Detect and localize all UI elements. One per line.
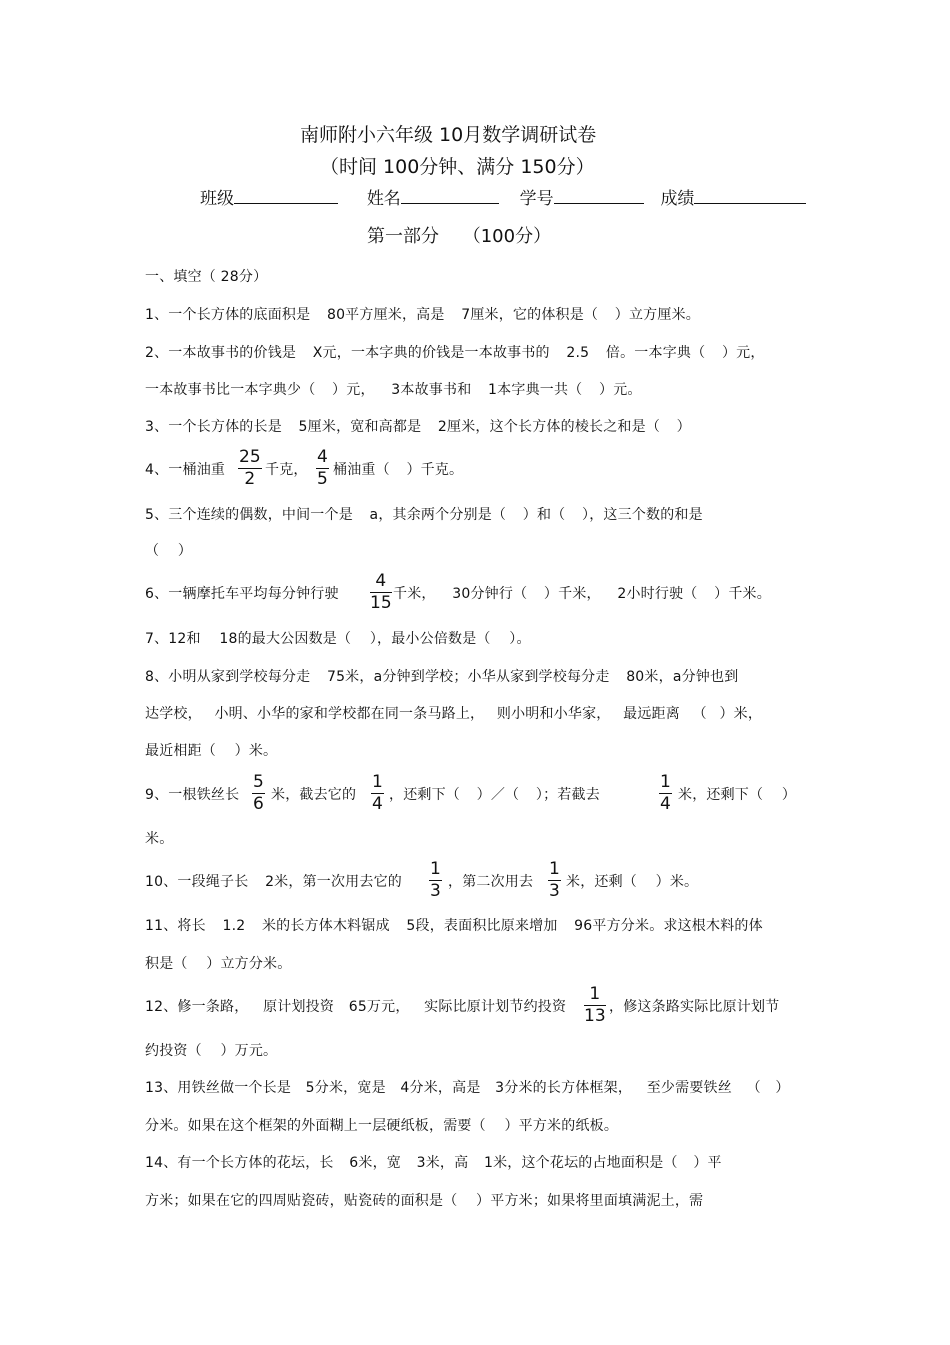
fraction-4-over-15	[370, 573, 392, 612]
fraction-25-over-2	[238, 449, 262, 488]
question-4-text-b: 千克，	[265, 462, 308, 478]
class-label: 班级	[200, 189, 234, 209]
fraction-1-over-4	[371, 774, 384, 813]
question-5-line-2: （ ）	[145, 543, 193, 559]
name-label: 姓名	[366, 189, 401, 209]
question-2-line-2: 一本故事书比一本字典少（ ）元， 3本故事书和 1本字典一共（ ）元。	[145, 382, 642, 398]
number-label: 学号	[519, 189, 554, 209]
fraction-denominator: 13	[584, 1006, 606, 1026]
fraction-denominator: 3	[430, 881, 441, 901]
fraction-1-over-3	[429, 861, 442, 900]
question-12-text-c: 约投资（ ）万元。	[145, 1043, 278, 1059]
exam-subtitle: （时间 100分钟、满分 150分）	[320, 156, 595, 178]
question-7: 7、12和 18的最大公因数是（ ），最小公倍数是（ ）。	[145, 631, 531, 647]
section-fill-in: 一、填空（ 28分）	[145, 269, 268, 285]
question-6-text-a: 6、一辆摩托车平均每分钟行驶	[145, 586, 339, 602]
fraction-numerator: 5	[253, 772, 264, 792]
fraction-denominator: 6	[253, 794, 264, 814]
number-blank	[554, 187, 644, 204]
question-8-line-3: 最近相距（ ）米。	[145, 743, 278, 759]
question-2-line-1: 2、一本故事书的价钱是 X元，一本字典的价钱是一本故事书的 2.5 倍。一本字典（ ）元，	[145, 345, 765, 361]
fraction-numerator: 1	[589, 984, 601, 1004]
fraction-denominator: 4	[372, 794, 383, 814]
fraction-numerator: 25	[239, 447, 261, 467]
question-9-text-d: 米，还剩下（ ）	[678, 787, 797, 803]
fraction-numerator: 4	[317, 447, 328, 467]
question-4-text-c: 桶油重（ ）千克。	[333, 462, 464, 478]
question-14-line-1: 14、有一个长方体的花坛，长 6米，宽 3米，高 1米，这个花坛的占地面积是（ ）平	[145, 1155, 722, 1171]
fraction-1-over-4-b	[659, 774, 672, 813]
fraction-denominator: 5	[317, 469, 328, 489]
fraction-denominator: 15	[370, 593, 392, 613]
class-blank	[234, 187, 338, 204]
question-10-text-a: 10、一段绳子长 2米，第一次用去它的	[145, 874, 402, 890]
question-11-line-1: 11、将长 1.2 米的长方体木料锯成 5段，表面积比原来增加 96平方分米。求这根木料的体	[145, 918, 763, 934]
question-9-text-e: 米。	[145, 831, 174, 847]
question-5-line-1: 5、三个连续的偶数，中间一个是 a，其余两个分别是（ ）和（ ），这三个数的和是	[145, 507, 703, 523]
score-blank	[694, 187, 806, 204]
info-row	[200, 184, 806, 209]
fraction-numerator: 1	[660, 772, 671, 792]
fraction-numerator: 1	[430, 859, 441, 879]
fraction-numerator: 1	[372, 772, 383, 792]
fraction-5-over-6	[252, 774, 265, 813]
fraction-denominator: 2	[244, 469, 256, 489]
fraction-4-over-5	[316, 449, 329, 488]
fraction-numerator: 1	[549, 859, 560, 879]
part-one-heading: 第一部分 （100分）	[367, 226, 552, 247]
question-11-line-2: 积是（ ）立方分米。	[145, 956, 292, 972]
question-1: 1、一个长方体的底面积是 80平方厘米，高是 7厘米，它的体积是（ ）立方厘米。	[145, 307, 700, 323]
question-9-text-c: ，还剩下（ ）／（ ）；若截去	[389, 787, 600, 803]
question-8-line-2: 达学校， 小明、小华的家和学校都在同一条马路上， 则小明和小华家， 最远距离 （ ）米，	[145, 706, 763, 722]
score-label: 成绩	[660, 189, 695, 209]
question-13-line-1: 13、用铁丝做一个长是 5分米，宽是 4分米，高是 3分米的长方体框架， 至少需要铁丝 （ ）	[145, 1080, 790, 1096]
question-9-text-b: 米，截去它的	[271, 787, 357, 803]
question-10-text-b: ，第二次用去	[448, 874, 534, 890]
name-blank	[401, 187, 499, 204]
question-14-line-2: 方米；如果在它的四周贴瓷砖，贴瓷砖的面积是（ ）平方米；如果将里面填满泥土，需	[145, 1193, 704, 1209]
fraction-denominator: 4	[660, 794, 671, 814]
question-6-text-b: 千米， 30分钟行（ ）千米， 2小时行驶（ ）千米。	[393, 586, 771, 602]
fraction-1-over-3-b	[548, 861, 561, 900]
question-12-text-b: ，修这条路实际比原计划节	[609, 999, 780, 1015]
fraction-numerator: 4	[375, 571, 387, 591]
fraction-1-over-13	[584, 986, 606, 1025]
fraction-denominator: 3	[549, 881, 560, 901]
question-4-text-a: 4、一桶油重	[145, 462, 226, 478]
question-8-line-1: 8、小明从家到学校每分走 75米，a分钟到学校；小华从家到学校每分走 80米，a分钟也到	[145, 669, 739, 685]
question-13-line-2: 分米。如果在这个框架的外面糊上一层硬纸板，需要（ ）平方米的纸板。	[145, 1118, 619, 1134]
exam-title: 南师附小六年级 10月数学调研试卷	[300, 124, 597, 146]
question-12-text-a: 12、修一条路， 原计划投资 65万元， 实际比原计划节约投资	[145, 999, 567, 1015]
question-10-text-c: 米，还剩（ ）米。	[566, 874, 699, 890]
question-9-text-a: 9、一根铁丝长	[145, 787, 240, 803]
question-3: 3、一个长方体的长是 5厘米，宽和高都是 2厘米，这个长方体的棱长之和是（ ）	[145, 419, 691, 435]
